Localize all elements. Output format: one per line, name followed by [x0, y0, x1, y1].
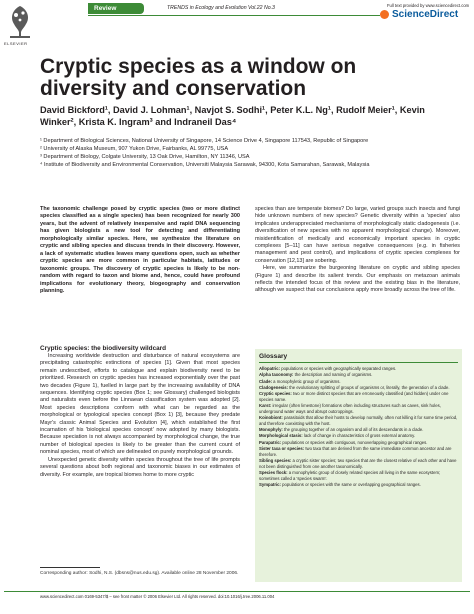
glossary-term: Sister taxa or species: — [259, 446, 306, 452]
glossary-item — [259, 366, 458, 372]
glossary-term: Cladogenesis: — [259, 384, 290, 390]
affiliation: ³ Department of Biology, Colgate University, 13 Oak Drive, Hamilton, NY 11346, USA — [40, 153, 250, 160]
fulltext-note: Full text provided by www.sciencedirect.com — [387, 3, 470, 8]
glossary-definition: a monophyletic group of organisms. — [273, 378, 341, 384]
glossary-definition: a monophyletic group of closely related species all living in the same ecosystem; sometimes called a 'species swarm'. — [259, 470, 441, 481]
glossary-term: Allopatric: — [259, 366, 282, 371]
body-paragraph: Unexpected genetic diversity within species throughout the tree of life prompts several questions about both regional and taxonomic biases in our estimates of diversity. For example, are tropical biomes home to more cryptic — [40, 456, 240, 478]
affiliation: ¹ Department of Biological Sciences, National University of Singapore, 14 Science Drive 4, Singapore 117543, Republic of Singapore — [40, 138, 369, 144]
glossary-item — [259, 427, 458, 433]
body-paragraph: Increasing worldwide destruction and disturbance of natural ecosystems are precipitating catastrophic extinctions of species [1]. Given that most species remain undescribed, efforts to catalogue and explain biodiversity need to be prioritized. Research on cryptic species has increased exponentially over the past two decades (Figure 1), fuelled in large part by the increasing availability of DNA sequences. Identifying cryptic species (Box 1; see Glossary) challenged biologists and naturalists even before the Linnaean classification system was adopted [2]. Most species descriptions conform with what can be regarded as the morphological or typological species concept (Box 1) [3], because they predate Mayr's classic Animal Species and Evolution [4], which established the first incarnation of his 'biological species concept' now adopted by many biologists. Because speciation is not always accompanied by morphological change, the true number of biological species is likely to be greater than the current count of nominal species, most of which are delineated on purely morphological grounds. — [40, 353, 240, 456]
glossary-item — [259, 440, 458, 446]
glossary-item — [259, 379, 458, 385]
author-list: David Bickford¹, David J. Lohman¹, Navjot S. Sodhi¹, Peter K.L. Ng¹, Rudolf Meier¹, Kevin Winker², Krista K. Ingram³ and Indraneil Das⁴ — [40, 105, 425, 127]
intro-right-column — [255, 206, 460, 295]
glossary-item — [259, 458, 458, 469]
glossary-term: Cryptic species: — [259, 391, 294, 397]
glossary-item — [259, 415, 458, 426]
abstract: The taxonomic challenge posed by cryptic species (two or more distinct species classified as a single species) has been recognized for nearly 300 years, but the advent of relatively inexpensive and rapid DNA sequencing has given biologists a new tool for detecting and differentiating morphologically similar species. Here, we synthesize the literature on cryptic and sibling species and discuss trends in their discovery. However, a lack of systematic studies leaves many questions open, such as whether cryptic species are more common in particular habitats, latitudes or taxonomic groups. The discovery of cryptic species is likely to be non-random with regard to taxon and biome and, hence, could have profound implications for evolutionary theory, biogeography and conservation planning. — [40, 206, 240, 294]
glossary-term: Koinobiont: — [259, 415, 285, 421]
glossary-definition: two taxa that are derived from the same immediate common ancestor and are therefore. — [259, 446, 452, 457]
body-left-column — [40, 353, 240, 479]
footnote-rule — [40, 567, 100, 568]
glossary-term: Alpha taxonomy: — [259, 372, 295, 378]
glossary-term: Karst: — [259, 403, 273, 409]
sciencedirect-dot-icon — [380, 10, 389, 19]
intro-paragraph: Here, we summarize the burgeoning literature on cryptic and sibling species (Figure 1) and describe its salient trends. Our emphasis on metazoan animals reflects the intended focus of this review and the existing bias in the literature, although we suspect that our conclusions apply more broadly across the tree of life. — [255, 265, 460, 294]
glossary-term: Monophyly: — [259, 427, 285, 433]
section-tag: Review — [88, 3, 144, 14]
glossary-definition: lack of change in characteristics of gross external anatomy. — [303, 433, 416, 439]
glossary-term: Clade: — [259, 378, 274, 384]
glossary-item — [259, 446, 458, 457]
glossary-item — [259, 433, 458, 439]
affiliations — [40, 138, 460, 170]
glossary-list — [259, 366, 458, 488]
glossary-term: Sympatric: — [259, 482, 283, 488]
glossary-term: Parapatric: — [259, 439, 283, 445]
glossary-item — [259, 391, 458, 402]
glossary-definition: two or more distinct species that are erroneously classified (and hidden) under one species name. — [259, 391, 449, 402]
affiliation: ⁴ Institute of Biodiversity and Environmental Conservation, Universiti Malaysia Sarawak, 94300, Kota Samarahan, Sarawak, Malaysia — [40, 161, 370, 168]
glossary-definition: irregular (often limestone) formations often including structures such as caves, sink holes, underground water ways and abrupt outcroppings. — [259, 403, 441, 414]
glossary-box — [255, 349, 462, 582]
glossary-item — [259, 470, 458, 481]
glossary-definition: a cryptic sister species; two species that are the closest relative of each other and have not been distinguished from one another taxonomically. — [259, 458, 457, 469]
sciencedirect-logo[interactable] — [380, 8, 470, 22]
corresponding-author-footnote: Corresponding author: Sodhi, N.S. (dbsns@nus.edu.sg). Available online 28 November 2006. — [40, 571, 239, 576]
article-title: Cryptic species as a window on diversity and conservation — [40, 55, 357, 100]
section-heading: Cryptic species: the biodiversity wildcard — [40, 345, 167, 352]
glossary-title: Glossary — [259, 353, 458, 363]
intro-paragraph: species than are temperate biomes? Do large, varied groups such insects and fungi hide unknown numbers of new species? Genetic diversity within a 'species' also implicates underappreciated mechanisms of morphologically static cladogenesis (i.e. diversification of new species with no apparent morphological change). Moreover, misidentification of medically and economically important species in cryptic complexes [5–11] can have serious negative consequences (e.g. in fisheries management and pest control), and implications of cryptic species complexes for conservation [12,13] are sobering. — [255, 206, 460, 264]
glossary-definition: populations or species with the same or overlapping geographical ranges. — [282, 482, 421, 488]
glossary-definition: parasitoids that allow their hosts to develop normally, often not killing it for some time period, and therefore coexisting with the host. — [259, 415, 458, 426]
affiliation: ² University of Alaska Museum, 907 Yukon Drive, Fairbanks, AL 99775, USA — [40, 145, 229, 152]
sciencedirect-label: ScienceDirect — [392, 9, 459, 20]
publisher-name: ELSEVIER — [4, 41, 28, 46]
glossary-term: Species flock: — [259, 470, 289, 476]
glossary-term: Morphological stasis: — [259, 433, 304, 439]
glossary-definition: the evolutionary splitting of groups of organisms or, literally, the generation of a clade. — [289, 384, 450, 390]
glossary-item — [259, 385, 458, 391]
footer-line: www.sciencedirect.com 0169-5347/$ – see front matter © 2006 Elsevier Ltd. All rights reserved. doi:10.1016/j.tree.2006.11.004 — [40, 594, 275, 599]
header-rule — [88, 15, 380, 16]
glossary-item — [259, 372, 458, 378]
footer-rule — [4, 591, 470, 592]
elsevier-tree-logo — [4, 2, 36, 40]
glossary-definition: the grouping together of an organism and all of its descendants in a clade. — [284, 427, 424, 433]
glossary-term: Sibling species: — [259, 458, 293, 464]
glossary-definition: populations or species with geographically separated ranges. — [281, 366, 397, 371]
journal-line: TRENDS in Ecology and Evolution Vol.22 No.3 — [167, 5, 275, 11]
glossary-definition: the description and naming of organisms. — [294, 372, 373, 378]
glossary-item — [259, 482, 458, 488]
glossary-item — [259, 403, 458, 414]
glossary-definition: populations or species with contiguous, nonoverlapping geographical ranges. — [282, 439, 428, 445]
